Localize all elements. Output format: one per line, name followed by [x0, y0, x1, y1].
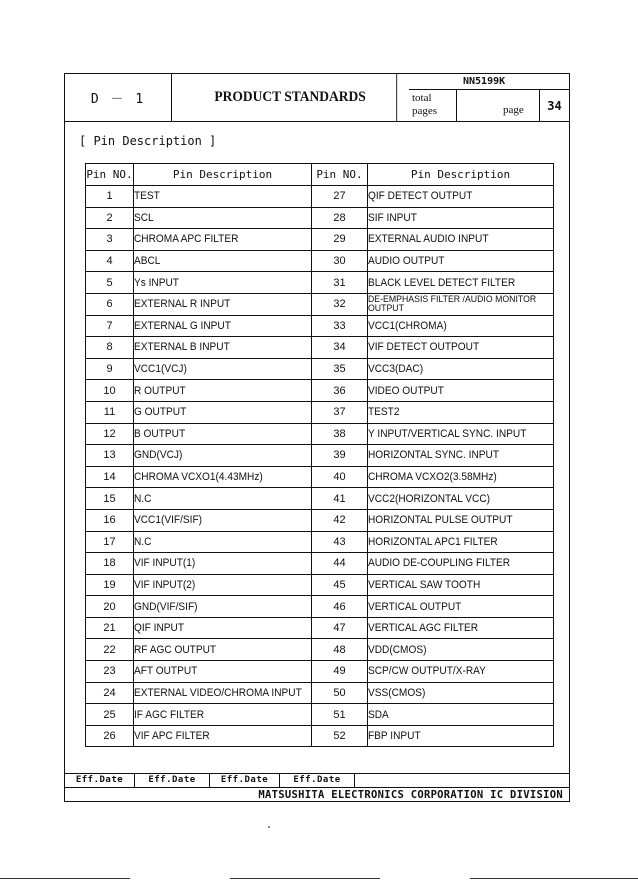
- pin-description: [134, 250, 312, 272]
- pin-number-text: 50: [333, 686, 346, 699]
- pin-number-text: 32: [333, 298, 346, 311]
- corporation-row: [65, 788, 569, 802]
- pin-description: [134, 272, 312, 294]
- pin-number: [86, 337, 134, 359]
- pin-description-text: AFT OUTPUT: [134, 665, 198, 678]
- pin-number-text: 44: [333, 557, 346, 570]
- table-row: [86, 358, 554, 380]
- pin-description: [368, 553, 554, 575]
- pin-number-text: 41: [333, 492, 346, 505]
- document-id: D － 1: [65, 74, 172, 121]
- pin-description-text: QIF DETECT OUTPUT: [368, 190, 473, 203]
- pin-description-text: N.C: [134, 535, 152, 548]
- pin-number-text: 40: [333, 471, 346, 484]
- pin-number-text: 38: [333, 427, 346, 440]
- document-title: PRODUCT STANDARDS: [184, 74, 397, 121]
- scan-edge-line-right: [470, 878, 638, 879]
- table-row: [86, 466, 554, 488]
- pin-number: [86, 661, 134, 683]
- pin-number: [86, 682, 134, 704]
- pin-number: [312, 358, 368, 380]
- pin-number: [312, 531, 368, 553]
- pin-number-text: 37: [333, 406, 346, 419]
- table-row: [86, 229, 554, 251]
- table-row: [86, 574, 554, 596]
- scan-edge-line-mid: [230, 878, 380, 879]
- pin-description: [134, 531, 312, 553]
- pin-number: [312, 704, 368, 726]
- pin-number: [312, 293, 368, 315]
- pin-number: [86, 380, 134, 402]
- pin-number-text: 39: [333, 449, 346, 462]
- pin-table: [85, 163, 554, 747]
- pin-description-text: QIF INPUT: [134, 622, 185, 635]
- pin-description-text: G OUTPUT: [134, 406, 187, 419]
- pin-description-text: RF AGC OUTPUT: [134, 643, 217, 656]
- pin-number-text: 18: [103, 557, 116, 570]
- table-row: [86, 445, 554, 467]
- pin-description-text: VIF APC FILTER: [134, 730, 210, 743]
- pin-description: [134, 293, 312, 315]
- pin-description-text: VCC1(CHROMA): [368, 319, 447, 332]
- pin-description-text: EXTERNAL G INPUT: [134, 319, 231, 332]
- table-row: [86, 401, 554, 423]
- pin-description: [134, 639, 312, 661]
- pin-description-text: CHROMA VCXO1(4.43MHz): [134, 471, 263, 484]
- pin-description: [134, 553, 312, 575]
- pin-description-text: FBP INPUT: [368, 730, 421, 743]
- pin-number: [86, 553, 134, 575]
- pin-description-text: CHROMA VCXO2(3.58MHz): [368, 471, 497, 484]
- pin-description-text: HORIZONTAL PULSE OUTPUT: [368, 514, 513, 527]
- pin-description: [134, 509, 312, 531]
- table-row: [86, 207, 554, 229]
- total-pages-value: [457, 90, 503, 122]
- pin-description: [368, 272, 554, 294]
- pin-description-text: VIF DETECT OUTPOUT: [368, 341, 480, 354]
- scan-speck: [268, 826, 270, 828]
- scan-edge-line-left: [0, 878, 130, 879]
- pin-description-text: VCC1(VIF/SIF): [134, 514, 203, 527]
- table-row: [86, 725, 554, 747]
- pin-number: [86, 315, 134, 337]
- pin-description: [368, 682, 554, 704]
- total-pages-label: [409, 90, 457, 122]
- pin-number-text: 45: [333, 578, 346, 591]
- pin-number: [86, 445, 134, 467]
- table-row: [86, 531, 554, 553]
- pin-description: [134, 401, 312, 423]
- pin-description-text: Y INPUT/VERTICAL SYNC. INPUT: [368, 427, 527, 440]
- pin-number-text: 52: [333, 730, 346, 743]
- pin-description-text: GND(VCJ): [134, 449, 183, 462]
- pin-number-text: 28: [333, 211, 346, 224]
- pin-description-text: VERTICAL SAW TOOTH: [368, 578, 481, 591]
- pin-description: [368, 380, 554, 402]
- pin-number: [312, 445, 368, 467]
- pin-number-text: 34: [333, 341, 346, 354]
- pin-description-text: HORIZONTAL SYNC. INPUT: [368, 449, 500, 462]
- pin-number-text: 4: [106, 255, 113, 268]
- document-header: [65, 74, 569, 122]
- pin-description: [368, 250, 554, 272]
- eff-date-cell-4: Eff.Date: [280, 774, 355, 788]
- pin-description: [134, 423, 312, 445]
- pin-number-text: 9: [106, 363, 113, 376]
- pin-description-text: Ys INPUT: [134, 276, 179, 289]
- pin-description: [134, 380, 312, 402]
- table-row: [86, 682, 554, 704]
- pin-number: [86, 272, 134, 294]
- pin-number-text: 8: [106, 341, 113, 354]
- pin-description-text: B OUTPUT: [134, 427, 186, 440]
- pin-number-text: 46: [333, 600, 346, 613]
- pin-number-text: 17: [103, 535, 116, 548]
- pin-description-text: VERTICAL OUTPUT: [368, 600, 462, 613]
- pin-number: [312, 639, 368, 661]
- total-pages-text: total pages: [412, 92, 438, 117]
- pin-number-text: 26: [103, 730, 116, 743]
- pin-number-text: 11: [103, 406, 116, 419]
- pin-description: [134, 661, 312, 683]
- pin-number-text: 36: [333, 384, 346, 397]
- table-row: [86, 293, 554, 315]
- pin-number: [312, 315, 368, 337]
- pin-number-text: 13: [103, 449, 116, 462]
- pin-number: [312, 423, 368, 445]
- pin-description: [368, 639, 554, 661]
- pin-number-text: 14: [103, 471, 116, 484]
- header-desc-right: Pin Description: [368, 164, 554, 186]
- pin-number: [86, 531, 134, 553]
- pin-number: [312, 337, 368, 359]
- table-row: [86, 704, 554, 726]
- pin-description: [368, 488, 554, 510]
- pin-description: [368, 186, 554, 208]
- pin-number-text: 49: [333, 665, 346, 678]
- pin-description-text: VDD(CMOS): [368, 643, 427, 656]
- table-row: [86, 596, 554, 618]
- pin-description-text: VSS(CMOS): [368, 686, 426, 699]
- pin-number-text: 21: [103, 622, 116, 635]
- pin-number-text: 7: [106, 319, 113, 332]
- pin-description: [368, 574, 554, 596]
- pin-description-text: TEST: [134, 190, 160, 203]
- pin-description: [368, 466, 554, 488]
- pin-description: [368, 531, 554, 553]
- pin-number-text: 20: [103, 600, 116, 613]
- pin-description: [368, 596, 554, 618]
- pin-number-text: 48: [333, 643, 346, 656]
- pin-number-text: 43: [333, 535, 346, 548]
- pin-number: [312, 661, 368, 683]
- pin-number-text: 3: [106, 233, 113, 246]
- pin-number: [86, 250, 134, 272]
- pin-number: [312, 229, 368, 251]
- pin-number: [312, 207, 368, 229]
- pin-description: [134, 315, 312, 337]
- pin-description-text: SIF INPUT: [368, 211, 417, 224]
- pin-number-text: 25: [103, 708, 116, 721]
- pin-number: [86, 229, 134, 251]
- pin-number: [86, 488, 134, 510]
- pin-number-text: 6: [106, 298, 113, 311]
- pin-number: [86, 704, 134, 726]
- pin-number-text: 1: [106, 190, 113, 203]
- pin-description: [368, 617, 554, 639]
- pin-description: [368, 315, 554, 337]
- pin-description-text: GND(VIF/SIF): [134, 600, 198, 613]
- pin-description: [368, 725, 554, 747]
- header-desc-left: Pin Description: [134, 164, 312, 186]
- pin-description-text: TEST2: [368, 406, 400, 419]
- pin-description: [368, 704, 554, 726]
- pin-number-text: 24: [103, 686, 116, 699]
- pin-number-text: 27: [333, 190, 346, 203]
- pin-description: [134, 704, 312, 726]
- pin-description: [368, 509, 554, 531]
- pin-number: [312, 553, 368, 575]
- pin-description: [134, 207, 312, 229]
- pin-number-text: 2: [106, 211, 113, 224]
- table-row: [86, 639, 554, 661]
- pin-number: [312, 488, 368, 510]
- pin-number: [86, 466, 134, 488]
- pin-number-text: 30: [333, 255, 346, 268]
- pin-number-text: 42: [333, 514, 346, 527]
- table-row: [86, 272, 554, 294]
- corporation-name: MATSUSHITA ELECTRONICS CORPORATION IC DIVISION: [258, 789, 563, 801]
- pin-description-text: AUDIO OUTPUT: [368, 255, 445, 268]
- pin-description-text: HORIZONTAL APC1 FILTER: [368, 535, 498, 548]
- header-pin-no-right: Pin NO.: [312, 164, 368, 186]
- table-row: [86, 661, 554, 683]
- pin-number-text: 22: [103, 643, 116, 656]
- pin-number: [312, 250, 368, 272]
- pin-number: [312, 617, 368, 639]
- pin-description-text: N.C: [134, 492, 152, 505]
- section-label: [ Pin Description ]: [79, 134, 217, 148]
- pin-description: [368, 358, 554, 380]
- table-row: [86, 488, 554, 510]
- pin-description: [134, 617, 312, 639]
- pin-description-text: DE-EMPHASIS FILTER /AUDIO MONITOR OUTPUT: [368, 293, 537, 314]
- pin-number: [312, 401, 368, 423]
- table-row: [86, 423, 554, 445]
- pin-number-text: 23: [103, 665, 116, 678]
- document-footer: [65, 773, 569, 801]
- table-row: [86, 553, 554, 575]
- pin-number: [312, 596, 368, 618]
- pin-number-text: 5: [106, 276, 113, 289]
- pin-number-text: 16: [103, 514, 116, 527]
- header-pin-no-left: Pin NO.: [86, 164, 134, 186]
- pin-number: [86, 725, 134, 747]
- model-number: NN5199K: [409, 74, 569, 90]
- pin-description-text: VERTICAL AGC FILTER: [368, 622, 479, 635]
- pin-description: [134, 596, 312, 618]
- pin-description-text: EXTERNAL R INPUT: [134, 298, 231, 311]
- pin-number: [86, 186, 134, 208]
- table-row: [86, 315, 554, 337]
- pin-number: [86, 596, 134, 618]
- pin-description: [134, 466, 312, 488]
- pin-number: [86, 617, 134, 639]
- pin-number: [86, 574, 134, 596]
- pin-number-text: 10: [103, 384, 116, 397]
- pin-description: [134, 229, 312, 251]
- pin-description-text: VIF INPUT(2): [134, 578, 196, 591]
- pin-description-text: EXTERNAL VIDEO/CHROMA INPUT: [134, 686, 302, 699]
- table-row: [86, 509, 554, 531]
- document-frame: [64, 73, 570, 802]
- pin-number: [86, 358, 134, 380]
- pin-number: [312, 682, 368, 704]
- pin-description: [134, 488, 312, 510]
- pin-number: [86, 509, 134, 531]
- eff-date-cell-1: Eff.Date: [65, 774, 135, 788]
- table-row: [86, 186, 554, 208]
- effective-date-row: [65, 774, 569, 788]
- pin-number-text: 19: [103, 578, 116, 591]
- pin-description-text: SCL: [134, 211, 154, 224]
- pin-description: [368, 337, 554, 359]
- pin-description-text: AUDIO DE-COUPLING FILTER: [368, 557, 511, 570]
- pin-description-text: SCP/CW OUTPUT/X-RAY: [368, 665, 486, 678]
- pin-description: [134, 445, 312, 467]
- table-row: [86, 617, 554, 639]
- header-info-block: [409, 74, 569, 121]
- pin-description-text: R OUTPUT: [134, 384, 186, 397]
- pin-number-text: 31: [333, 276, 346, 289]
- page-number: 34: [539, 90, 569, 122]
- pin-description: [368, 445, 554, 467]
- pin-table-body: [86, 186, 554, 747]
- pin-number: [312, 725, 368, 747]
- pin-description-text: VCC1(VCJ): [134, 363, 187, 376]
- pin-description-text: VIF INPUT(1): [134, 557, 196, 570]
- pin-description-text: SDA: [368, 708, 389, 721]
- pin-description: [368, 229, 554, 251]
- pin-number-text: 15: [103, 492, 116, 505]
- pin-description-text: VIDEO OUTPUT: [368, 384, 444, 397]
- pin-number-text: 29: [333, 233, 346, 246]
- pin-description: [368, 293, 554, 315]
- pin-description-text: VCC2(HORIZONTAL VCC): [368, 492, 491, 505]
- pin-number-text: 12: [103, 427, 116, 440]
- pin-description-text: BLACK LEVEL DETECT FILTER: [368, 276, 516, 289]
- pin-description: [368, 207, 554, 229]
- pin-description-text: EXTERNAL AUDIO INPUT: [368, 233, 489, 246]
- pin-description: [134, 186, 312, 208]
- table-row: [86, 250, 554, 272]
- eff-date-cell-2: Eff.Date: [135, 774, 210, 788]
- pin-number: [312, 466, 368, 488]
- pin-description: [368, 423, 554, 445]
- pin-number: [86, 293, 134, 315]
- pin-description-text: EXTERNAL B INPUT: [134, 341, 230, 354]
- pin-description: [134, 574, 312, 596]
- pin-description: [134, 725, 312, 747]
- pin-number: [312, 574, 368, 596]
- pin-number: [86, 423, 134, 445]
- pin-description-text: CHROMA APC FILTER: [134, 233, 239, 246]
- pin-number-text: 51: [333, 708, 346, 721]
- page-label: page: [503, 104, 524, 116]
- pin-description: [368, 401, 554, 423]
- pin-number: [312, 509, 368, 531]
- pin-number: [312, 186, 368, 208]
- pin-number: [86, 401, 134, 423]
- pin-number-text: 35: [333, 363, 346, 376]
- pin-description: [134, 337, 312, 359]
- pin-description-text: IF AGC FILTER: [134, 708, 205, 721]
- pin-description: [368, 661, 554, 683]
- pin-number: [312, 380, 368, 402]
- pin-description: [134, 358, 312, 380]
- pin-description: [134, 682, 312, 704]
- pin-description-text: VCC3(DAC): [368, 363, 424, 376]
- pin-number-text: 33: [333, 319, 346, 332]
- pin-number-text: 47: [333, 622, 346, 635]
- eff-date-cell-3: Eff.Date: [210, 774, 280, 788]
- pin-number: [312, 272, 368, 294]
- table-row: [86, 380, 554, 402]
- pin-number: [86, 207, 134, 229]
- pin-number: [86, 639, 134, 661]
- pin-description-text: ABCL: [134, 255, 161, 268]
- table-row: [86, 337, 554, 359]
- table-header-row: [86, 164, 554, 186]
